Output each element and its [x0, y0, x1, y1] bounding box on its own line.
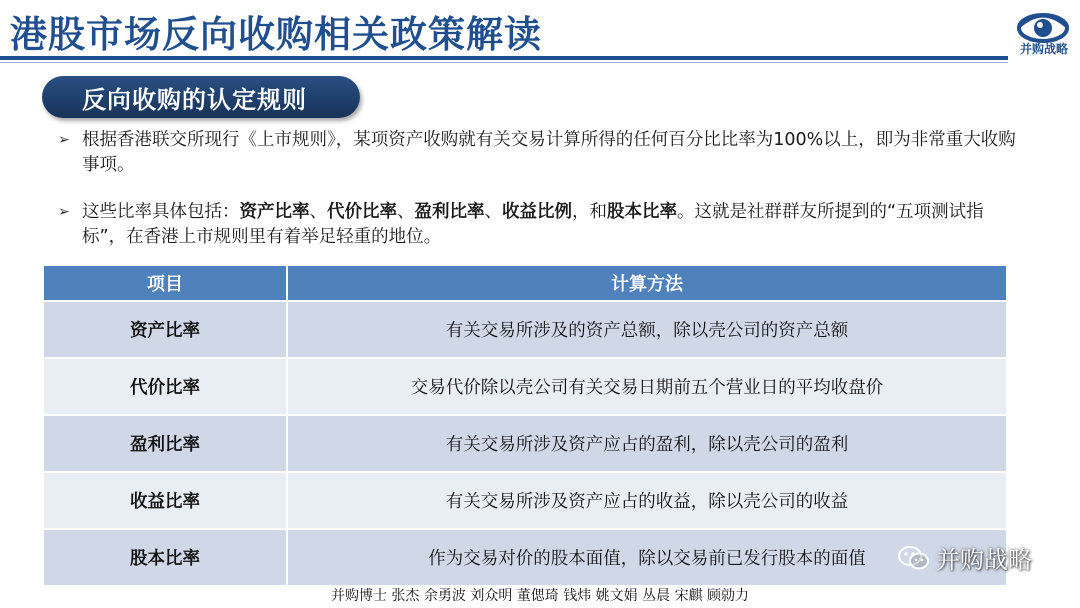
ratio-term: 盈利比率 — [414, 202, 485, 222]
arrow-bullet-icon: ➢ — [58, 132, 70, 148]
ratio-term: 代价比率 — [327, 202, 397, 222]
row-item: 资产比率 — [44, 302, 288, 357]
section-heading-label: 反向收购的认定规则 — [82, 85, 307, 114]
table-row — [44, 357, 1006, 414]
bullet-text-part: 、 — [309, 202, 327, 222]
wechat-icon — [898, 545, 930, 571]
row-item: 股本比率 — [44, 530, 288, 585]
logo-text: 并购战略 — [1019, 42, 1068, 56]
bullet-text — [82, 200, 1018, 250]
watermark-text: 并购战略 — [936, 546, 1032, 574]
bullet-text-part: 。这就是社群群友所提到的“五项测试指标”，在香港上市规则里有着举足轻重的地位。 — [82, 202, 984, 247]
row-method: 有关交易所涉及资产应占的盈利，除以壳公司的盈利 — [445, 435, 849, 455]
ratio-term: 股本比率 — [607, 202, 677, 222]
table-header — [44, 266, 1006, 300]
table-row — [44, 471, 1006, 528]
ratio-term: 资产比率 — [239, 202, 310, 222]
row-item: 代价比率 — [44, 359, 288, 414]
table-row — [44, 414, 1006, 471]
table-row — [44, 528, 1006, 585]
arrow-bullet-icon: ➢ — [58, 204, 70, 220]
bullet-text-part: 这些比率具体包括： — [82, 202, 240, 222]
title-underline — [0, 56, 1008, 60]
row-item: 收益比率 — [44, 473, 288, 528]
author-credits: 并购博士 张杰 余勇波 刘众明 董偲琦 钱炜 姚文娟 丛晨 宋麒 顾勍力 — [330, 588, 750, 604]
page-title: 港股市场反向收购相关政策解读 — [10, 13, 542, 56]
row-method: 交易代价除以壳公司有关交易日期前五个营业日的平均收盘价 — [410, 378, 884, 398]
bullet-text-part: 、 — [397, 202, 415, 222]
bullet-item — [58, 128, 1018, 178]
row-method: 作为交易对价的股本面值，除以交易前已发行股本的面值 — [428, 549, 866, 569]
title-underline-thin — [0, 62, 1008, 63]
row-method: 有关交易所涉及资产应占的收益，除以壳公司的收益 — [445, 492, 849, 512]
ratio-table — [44, 266, 1006, 585]
bullet-text: 根据香港联交所现行《上市规则》，某项资产收购就有关交易计算所得的任何百分比比率为100%以上，即为非常重大收购事项。 — [82, 130, 1016, 175]
column-header-method: 计算方法 — [611, 274, 683, 295]
bullet-text-part: 、 — [484, 202, 502, 222]
bullet-item — [58, 200, 1018, 250]
row-method: 有关交易所涉及的资产总额，除以壳公司的资产总额 — [445, 321, 849, 341]
bullet-text-part: ，和 — [572, 202, 607, 222]
row-item: 盈利比率 — [44, 416, 288, 471]
section-heading — [42, 76, 360, 118]
wechat-watermark — [898, 540, 1032, 575]
table-row — [44, 300, 1006, 357]
ratio-term: 收益比例 — [502, 202, 572, 222]
column-header-item: 项目 — [44, 266, 288, 300]
